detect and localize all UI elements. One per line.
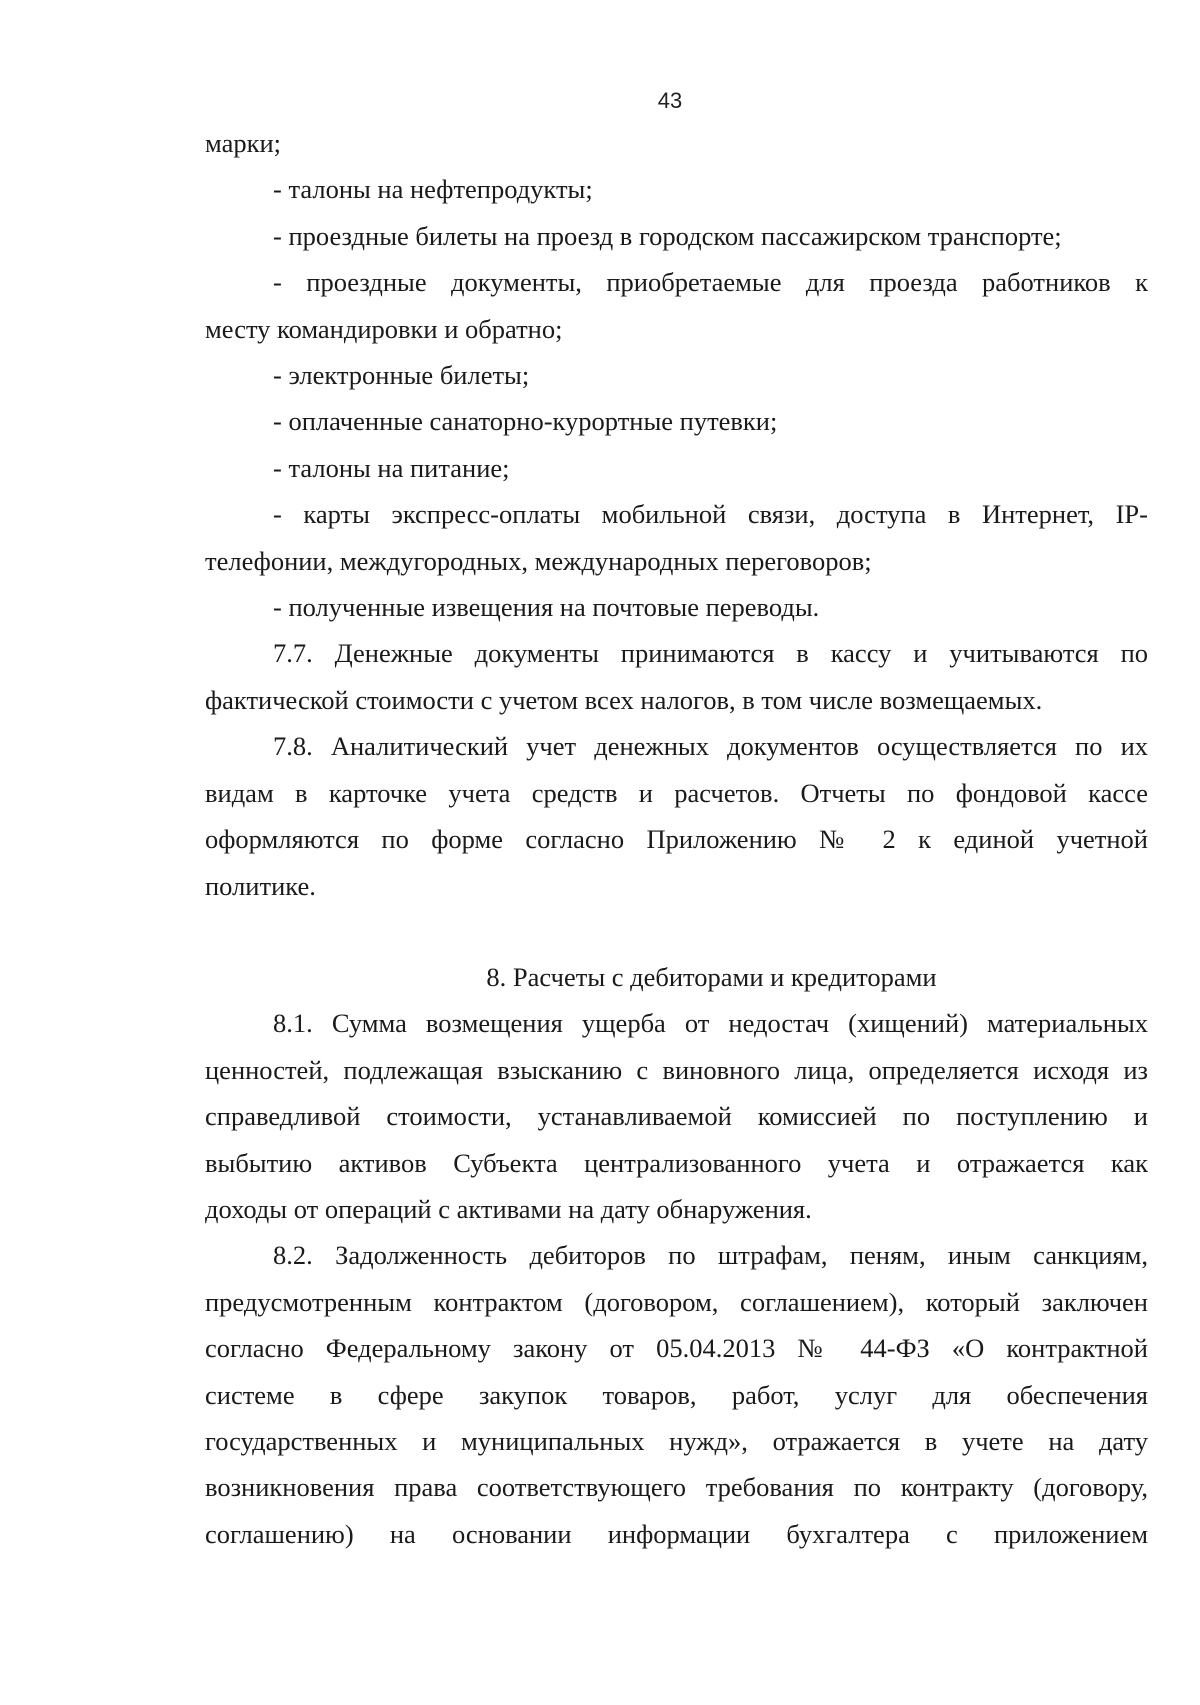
paragraph-7-8-line: оформляются по форме согласно Приложению № 2 к единой учетной <box>205 824 1148 855</box>
paragraph-8-2-line: согласно Федеральному закону от 05.04.2013 № 44-ФЗ «О контрактной <box>205 1333 1148 1364</box>
paragraph-7-8-line: 7.8. Аналитический учет денежных документов осуществляется по их <box>273 731 1148 762</box>
paragraph-8-1-line: справедливой стоимости, устанавливаемой комиссией по поступлению и <box>205 1101 1148 1132</box>
paragraph-7-8-line: политике. <box>205 870 316 901</box>
list-item: - электронные билеты; <box>273 360 530 391</box>
paragraph-8-1-line: выбытию активов Субъекта централизованного учета и отражается как <box>205 1147 1148 1178</box>
paragraph-7-8-line: видам в карточке учета средств и расчетов. Отчеты по фондовой кассе <box>205 777 1148 808</box>
paragraph-8-1-line: 8.1. Сумма возмещения ущерба от недостач (хищений) материальных <box>273 1008 1148 1039</box>
list-item: - талоны на питание; <box>273 452 510 483</box>
paragraph-7-7-line: фактической стоимости с учетом всех налогов, в том числе возмещаемых. <box>205 684 1043 715</box>
paragraph-8-1-line: доходы от операций с активами на дату обнаружения. <box>205 1193 812 1224</box>
paragraph-8-2-line: возникновения права соответствующего требования по контракту (договору, <box>205 1472 1148 1503</box>
paragraph-7-7-line: 7.7. Денежные документы принимаются в кассу и учитываются по <box>273 638 1148 669</box>
paragraph-8-2-line: государственных и муниципальных нужд», отражается в учете на дату <box>205 1425 1148 1456</box>
list-item: - проездные билеты на проезд в городском пассажирском транспорте; <box>273 220 1062 251</box>
list-item: - талоны на нефтепродукты; <box>273 174 593 205</box>
document-body <box>205 120 1148 1557</box>
list-item: - проездные документы, приобретаемые для проезда работников к <box>273 267 1148 298</box>
paragraph-8-2-line: 8.2. Задолженность дебиторов по штрафам, пеням, иным санкциям, <box>273 1240 1148 1271</box>
text-line: месту командировки и обратно; <box>205 313 563 344</box>
text-line: марки; <box>205 128 282 158</box>
paragraph-8-2-line: соглашению) на основании информации бухгалтера с приложением <box>205 1518 1148 1549</box>
section-heading: 8. Расчеты с дебиторами и кредиторами <box>486 961 937 992</box>
text-line: телефонии, междугородных, международных переговоров; <box>205 545 872 576</box>
paragraph-8-2-line: системе в сфере закупок товаров, работ, услуг для обеспечения <box>205 1379 1148 1410</box>
paragraph-8-1-line: ценностей, подлежащая взысканию с виновного лица, определяется исходя из <box>205 1054 1148 1085</box>
list-item: - полученные извещения на почтовые переводы. <box>273 592 820 623</box>
paragraph-8-2-line: предусмотренным контрактом (договором, соглашением), который заключен <box>205 1286 1148 1317</box>
list-item: - оплаченные санаторно-курортные путевки; <box>273 406 778 437</box>
page-number: 43 <box>657 88 683 113</box>
list-item: - карты экспресс-оплаты мобильной связи, доступа в Интернет, IP- <box>273 499 1148 530</box>
